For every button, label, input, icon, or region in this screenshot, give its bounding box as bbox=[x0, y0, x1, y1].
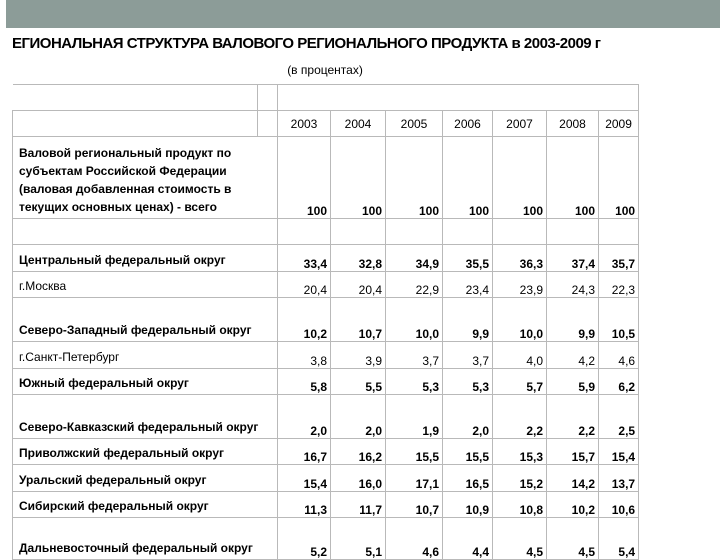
value-cell: 20,4 bbox=[278, 272, 331, 298]
value-cell: 5,9 bbox=[547, 369, 599, 395]
value-cell: 5,4 bbox=[599, 518, 639, 560]
value-cell: 15,5 bbox=[386, 439, 443, 465]
value-cell: 5,3 bbox=[443, 369, 493, 395]
value-cell: 22,3 bbox=[599, 272, 639, 298]
table-row bbox=[13, 518, 639, 560]
table-row bbox=[13, 439, 639, 465]
slide-top-bar-gap bbox=[0, 0, 6, 28]
value-cell: 24,3 bbox=[547, 272, 599, 298]
value-cell: 10,5 bbox=[599, 298, 639, 342]
value-cell: 23,9 bbox=[493, 272, 547, 298]
value-cell: 5,2 bbox=[278, 518, 331, 560]
value-cell: 15,4 bbox=[278, 465, 331, 492]
value-cell: 35,7 bbox=[599, 245, 639, 272]
slide-top-bar bbox=[0, 0, 720, 28]
value-cell: 5,3 bbox=[386, 369, 443, 395]
value-cell: 2,2 bbox=[547, 395, 599, 439]
value-cell: 3,7 bbox=[386, 342, 443, 369]
row-label: Приволжский федеральный округ bbox=[13, 439, 278, 465]
value-cell: 11,3 bbox=[278, 492, 331, 518]
value-cell: 2,2 bbox=[493, 395, 547, 439]
value-cell: 3,7 bbox=[443, 342, 493, 369]
value-cell: 15,5 bbox=[443, 439, 493, 465]
table-row bbox=[13, 492, 639, 518]
value-cell: 100 bbox=[386, 137, 443, 219]
value-cell: 22,9 bbox=[386, 272, 443, 298]
value-cell: 100 bbox=[547, 137, 599, 219]
value-cell: 4,6 bbox=[599, 342, 639, 369]
year-header: 2006 bbox=[443, 111, 493, 137]
value-cell: 16,0 bbox=[331, 465, 386, 492]
value-cell: 2,0 bbox=[443, 395, 493, 439]
value-cell: 37,4 bbox=[547, 245, 599, 272]
value-cell: 10,0 bbox=[386, 298, 443, 342]
value-cell: 11,7 bbox=[331, 492, 386, 518]
value-cell: 1,9 bbox=[386, 395, 443, 439]
year-header: 2005 bbox=[386, 111, 443, 137]
value-cell: 9,9 bbox=[547, 298, 599, 342]
table-row bbox=[13, 272, 639, 298]
spacer-row bbox=[13, 219, 639, 245]
table-row bbox=[13, 298, 639, 342]
value-cell: 4,5 bbox=[493, 518, 547, 560]
value-cell: 4,5 bbox=[547, 518, 599, 560]
row-label: Сибирский федеральный округ bbox=[13, 492, 278, 518]
value-cell: 16,2 bbox=[331, 439, 386, 465]
year-header: 2008 bbox=[547, 111, 599, 137]
year-header: 2003 bbox=[278, 111, 331, 137]
value-cell: 3,8 bbox=[278, 342, 331, 369]
value-cell: 13,7 bbox=[599, 465, 639, 492]
value-cell: 16,5 bbox=[443, 465, 493, 492]
year-header: 2007 bbox=[493, 111, 547, 137]
value-cell: 9,9 bbox=[443, 298, 493, 342]
value-cell: 10,0 bbox=[493, 298, 547, 342]
row-label: Уральский федеральный округ bbox=[13, 465, 278, 492]
value-cell: 10,2 bbox=[278, 298, 331, 342]
value-cell: 6,2 bbox=[599, 369, 639, 395]
table-row bbox=[13, 369, 639, 395]
value-cell: 15,2 bbox=[493, 465, 547, 492]
value-cell: 20,4 bbox=[331, 272, 386, 298]
value-cell: 4,6 bbox=[386, 518, 443, 560]
table-row bbox=[13, 395, 639, 439]
document-page bbox=[12, 28, 638, 559]
subtitle-row bbox=[13, 85, 639, 111]
value-cell: 36,3 bbox=[493, 245, 547, 272]
grp-structure-table bbox=[12, 84, 639, 560]
row-label: г.Санкт-Петербург bbox=[13, 342, 278, 369]
year-header: 2009 bbox=[599, 111, 639, 137]
value-cell: 4,0 bbox=[493, 342, 547, 369]
value-cell: 10,7 bbox=[331, 298, 386, 342]
value-cell: 16,7 bbox=[278, 439, 331, 465]
table-row bbox=[13, 245, 639, 272]
value-cell: 5,7 bbox=[493, 369, 547, 395]
value-cell: 14,2 bbox=[547, 465, 599, 492]
table-row bbox=[13, 342, 639, 369]
row-label: Центральный федеральный округ bbox=[13, 245, 278, 272]
value-cell: 5,5 bbox=[331, 369, 386, 395]
value-cell: 10,8 bbox=[493, 492, 547, 518]
year-header: 2004 bbox=[331, 111, 386, 137]
row-label: Дальневосточный федеральный округ bbox=[13, 518, 278, 560]
value-cell: 15,4 bbox=[599, 439, 639, 465]
table-title: ЕГИОНАЛЬНАЯ СТРУКТУРА ВАЛОВОГО РЕГИОНАЛЬНОГО ПРОДУКТА в 2003-2009 г bbox=[12, 35, 601, 52]
value-cell: 4,4 bbox=[443, 518, 493, 560]
row-label: г.Москва bbox=[13, 272, 278, 298]
year-header-row bbox=[13, 111, 639, 137]
value-cell: 10,2 bbox=[547, 492, 599, 518]
value-cell: 34,9 bbox=[386, 245, 443, 272]
value-cell: 100 bbox=[493, 137, 547, 219]
value-cell: 100 bbox=[443, 137, 493, 219]
value-cell: 10,9 bbox=[443, 492, 493, 518]
value-cell: 32,8 bbox=[331, 245, 386, 272]
table-subtitle: (в процентах) bbox=[287, 63, 363, 77]
value-cell: 5,8 bbox=[278, 369, 331, 395]
value-cell: 15,3 bbox=[493, 439, 547, 465]
value-cell: 23,4 bbox=[443, 272, 493, 298]
value-cell: 2,0 bbox=[278, 395, 331, 439]
row-label: Южный федеральный округ bbox=[13, 369, 278, 395]
row-label: Северо-Кавказский федеральный округ bbox=[13, 395, 278, 439]
value-cell: 2,0 bbox=[331, 395, 386, 439]
row-label: Северо-Западный федеральный округ bbox=[13, 298, 278, 342]
value-cell: 5,1 bbox=[331, 518, 386, 560]
value-cell: 33,4 bbox=[278, 245, 331, 272]
value-cell: 2,5 bbox=[599, 395, 639, 439]
value-cell: 100 bbox=[599, 137, 639, 219]
value-cell: 3,9 bbox=[331, 342, 386, 369]
value-cell: 10,6 bbox=[599, 492, 639, 518]
value-cell: 35,5 bbox=[443, 245, 493, 272]
table-row bbox=[13, 465, 639, 492]
value-cell: 100 bbox=[331, 137, 386, 219]
row-label: Валовой региональный продукт по субъектам Российской Федерации (валовая добавленная стоимость в текущих основных ценах) - всего bbox=[13, 137, 278, 219]
value-cell: 100 bbox=[278, 137, 331, 219]
value-cell: 17,1 bbox=[386, 465, 443, 492]
value-cell: 4,2 bbox=[547, 342, 599, 369]
value-cell: 15,7 bbox=[547, 439, 599, 465]
table-row bbox=[13, 137, 639, 219]
value-cell: 10,7 bbox=[386, 492, 443, 518]
